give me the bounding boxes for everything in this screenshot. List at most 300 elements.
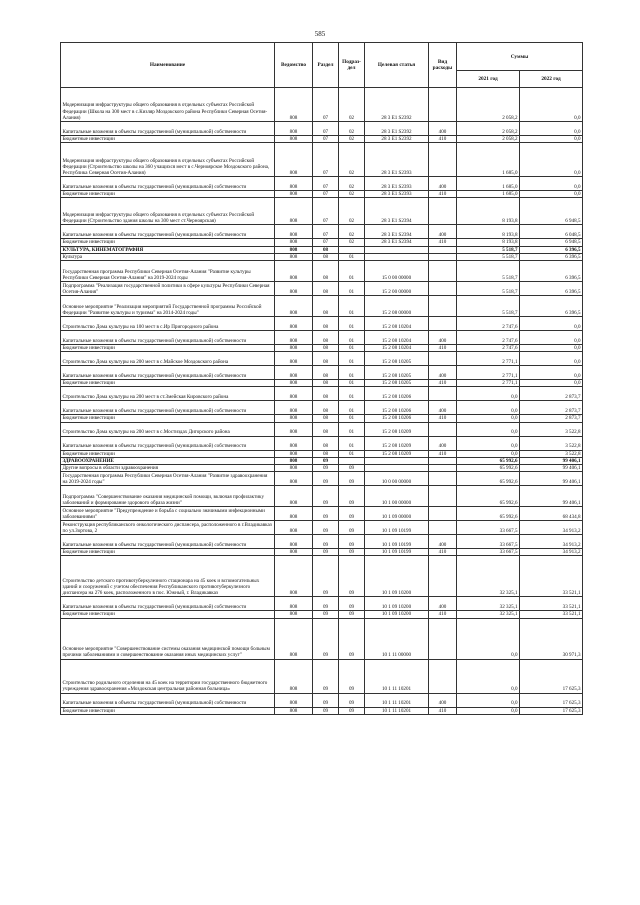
- cell-target: [365, 465, 429, 472]
- header-exptype: Вид расходы: [429, 43, 457, 88]
- cell-2021: 1 685,0: [457, 191, 520, 198]
- cell-target: 15 2 00 00000: [365, 282, 429, 296]
- cell-section: 09: [313, 549, 339, 556]
- cell-target: [365, 457, 429, 464]
- cell-name: Основное мероприятие "Предупреждение и борьба с социально значимыми инфекционными заболеваниями": [61, 507, 275, 521]
- cell-2022: 0,0: [520, 143, 583, 177]
- cell-subsection: 01: [339, 352, 365, 366]
- cell-target: 10 0 00 00000: [365, 472, 429, 486]
- cell-2021: 2 058,2: [457, 122, 520, 136]
- cell-2022: 33 521,1: [520, 597, 583, 611]
- cell-2022: 2 873,7: [520, 387, 583, 401]
- cell-subsection: 01: [339, 345, 365, 352]
- cell-section: 07: [313, 88, 339, 122]
- cell-exptype: [429, 465, 457, 472]
- cell-target: 28 3 E1 S2393: [365, 143, 429, 177]
- cell-dept: 808: [275, 198, 313, 225]
- cell-section: 07: [313, 143, 339, 177]
- cell-dept: 808: [275, 486, 313, 507]
- cell-2022: 3 522,8: [520, 450, 583, 457]
- table-row: [61, 198, 583, 225]
- cell-2021: 0,0: [457, 436, 520, 450]
- cell-target: 15 2 08 10209: [365, 436, 429, 450]
- cell-subsection: 01: [339, 415, 365, 422]
- cell-exptype: [429, 261, 457, 282]
- cell-section: 08: [313, 415, 339, 422]
- cell-exptype: 410: [429, 450, 457, 457]
- cell-target: 10 1 00 00000: [365, 486, 429, 507]
- table-row: [61, 317, 583, 331]
- cell-dept: 808: [275, 331, 313, 345]
- cell-subsection: 09: [339, 707, 365, 714]
- cell-2021: 33 667,5: [457, 535, 520, 549]
- cell-exptype: [429, 198, 457, 225]
- cell-2021: 2 747,6: [457, 317, 520, 331]
- cell-target: 10 1 09 10200: [365, 556, 429, 597]
- table-row: [61, 521, 583, 535]
- cell-target: 28 3 E1 S2393: [365, 191, 429, 198]
- cell-2022: 0,0: [520, 122, 583, 136]
- header-subsection: Подраз- дел: [339, 43, 365, 88]
- cell-2022: 0,0: [520, 352, 583, 366]
- cell-2021: 5 518,7: [457, 261, 520, 282]
- cell-dept: 808: [275, 88, 313, 122]
- cell-dept: 808: [275, 556, 313, 597]
- cell-dept: 808: [275, 282, 313, 296]
- cell-section: 09: [313, 535, 339, 549]
- table-row: [61, 225, 583, 239]
- cell-2022: 6 396,5: [520, 282, 583, 296]
- cell-2021: 2 747,6: [457, 345, 520, 352]
- table-row: [61, 366, 583, 380]
- cell-exptype: 410: [429, 380, 457, 387]
- cell-subsection: 09: [339, 693, 365, 707]
- cell-2022: 68 434,8: [520, 507, 583, 521]
- cell-target: 15 2 08 10206: [365, 387, 429, 401]
- cell-name: Бюджетные инвестиции: [61, 191, 275, 198]
- cell-target: 15 2 08 10204: [365, 345, 429, 352]
- cell-section: 09: [313, 611, 339, 618]
- cell-exptype: 400: [429, 122, 457, 136]
- cell-name: Бюджетные инвестиции: [61, 611, 275, 618]
- cell-subsection: 09: [339, 659, 365, 693]
- table-row: [61, 191, 583, 198]
- table-row: [61, 457, 583, 464]
- cell-2021: 33 667,5: [457, 521, 520, 535]
- table-row: [61, 549, 583, 556]
- cell-name: Государственная программа Республики Северная Осетия-Алания "Развитие здравоохранения на 2019-2024 годы": [61, 472, 275, 486]
- cell-section: 08: [313, 253, 339, 260]
- cell-exptype: [429, 521, 457, 535]
- cell-exptype: [429, 143, 457, 177]
- cell-2022: 6 948,5: [520, 239, 583, 246]
- cell-name: Государственная программа Республики Северная Осетия-Алания "Развитие культуры Республики Северная Осетия-Алания" на 2019-2024 годы: [61, 261, 275, 282]
- cell-exptype: 410: [429, 136, 457, 143]
- cell-section: 08: [313, 261, 339, 282]
- cell-subsection: 01: [339, 317, 365, 331]
- table-row: [61, 436, 583, 450]
- cell-exptype: 400: [429, 401, 457, 415]
- table-row: [61, 136, 583, 143]
- cell-exptype: [429, 253, 457, 260]
- cell-dept: 808: [275, 472, 313, 486]
- cell-subsection: 09: [339, 472, 365, 486]
- cell-2021: 33 667,5: [457, 549, 520, 556]
- cell-dept: 808: [275, 352, 313, 366]
- table-row: [61, 345, 583, 352]
- cell-2021: 0,0: [457, 693, 520, 707]
- table-row: [61, 597, 583, 611]
- cell-dept: 808: [275, 521, 313, 535]
- table-row: [61, 465, 583, 472]
- cell-2021: 32 325,1: [457, 556, 520, 597]
- cell-2022: 0,0: [520, 331, 583, 345]
- cell-exptype: [429, 317, 457, 331]
- cell-dept: 808: [275, 225, 313, 239]
- cell-subsection: 01: [339, 422, 365, 436]
- cell-2021: 0,0: [457, 401, 520, 415]
- cell-name: Культура: [61, 253, 275, 260]
- cell-2022: 34 913,2: [520, 549, 583, 556]
- cell-name: Строительство детского противотуберкулезного стационара на 45 коек и вспомогательных зданий и сооружений с учетом обеспечения Республиканского противотуберкулезного диспансера на 276 коек, расположенного в пос. Южный, г. Владикавказ: [61, 556, 275, 597]
- cell-subsection: 09: [339, 465, 365, 472]
- table-row: [61, 296, 583, 317]
- cell-2022: 17 625,3: [520, 693, 583, 707]
- cell-dept: 808: [275, 659, 313, 693]
- cell-exptype: [429, 618, 457, 659]
- cell-name: Модернизация инфраструктуры общего образования в отдельных субъектах Российской Федерации (Строительство школы на 360 учащихся мест в с.Черноярское Моздокского района, Республика Северная Осетия-Алания): [61, 143, 275, 177]
- cell-subsection: 09: [339, 611, 365, 618]
- cell-2021: 5 518,7: [457, 282, 520, 296]
- cell-subsection: 02: [339, 177, 365, 191]
- cell-dept: 808: [275, 177, 313, 191]
- cell-target: 15 2 08 10205: [365, 366, 429, 380]
- cell-name: Капитальные вложения в объекты государственной (муниципальной) собственности: [61, 436, 275, 450]
- cell-2022: 99 406,1: [520, 457, 583, 464]
- cell-2021: 2 747,6: [457, 331, 520, 345]
- cell-name: Капитальные вложения в объекты государственной (муниципальной) собственности: [61, 401, 275, 415]
- cell-subsection: 09: [339, 597, 365, 611]
- cell-dept: 808: [275, 535, 313, 549]
- cell-dept: 808: [275, 261, 313, 282]
- cell-2021: 8 193,8: [457, 225, 520, 239]
- cell-2021: 2 058,2: [457, 88, 520, 122]
- table-row: [61, 352, 583, 366]
- cell-dept: 808: [275, 611, 313, 618]
- table-row: [61, 177, 583, 191]
- cell-2022: 6 396,5: [520, 261, 583, 282]
- cell-target: 10 1 11 10201: [365, 693, 429, 707]
- cell-section: 09: [313, 521, 339, 535]
- cell-dept: 808: [275, 597, 313, 611]
- cell-2022: 0,0: [520, 366, 583, 380]
- cell-subsection: 09: [339, 618, 365, 659]
- cell-2022: 17 625,3: [520, 659, 583, 693]
- cell-subsection: 09: [339, 486, 365, 507]
- cell-2021: 5 518,7: [457, 253, 520, 260]
- table-row: [61, 331, 583, 345]
- cell-dept: 808: [275, 246, 313, 253]
- cell-section: 09: [313, 597, 339, 611]
- table-row: [61, 618, 583, 659]
- cell-name: Бюджетные инвестиции: [61, 345, 275, 352]
- table-row: [61, 707, 583, 714]
- cell-section: 07: [313, 136, 339, 143]
- cell-dept: 808: [275, 143, 313, 177]
- cell-name: Основное мероприятие "Совершенствование системы оказания медицинской помощи больным прочими заболеваниями и совершенствование оказания иных медицинских услуг": [61, 618, 275, 659]
- cell-2021: 1 685,0: [457, 143, 520, 177]
- cell-dept: 808: [275, 693, 313, 707]
- cell-exptype: [429, 352, 457, 366]
- cell-subsection: 09: [339, 507, 365, 521]
- cell-2021: 0,0: [457, 415, 520, 422]
- cell-target: 10 1 11 00000: [365, 618, 429, 659]
- cell-2022: 3 522,8: [520, 422, 583, 436]
- cell-target: 10 1 09 10200: [365, 611, 429, 618]
- cell-target: 28 3 E1 S2392: [365, 88, 429, 122]
- cell-exptype: [429, 246, 457, 253]
- cell-name: Подпрограмма "Совершенствование оказания медицинской помощи, включая профилактику заболеваний и формирование здорового образа жизни": [61, 486, 275, 507]
- cell-name: Подпрограмма "Реализация государственной политики в сфере культуры Республики Северная Осетия-Алания": [61, 282, 275, 296]
- cell-target: 15 2 08 10209: [365, 450, 429, 457]
- cell-name: ЗДРАВООХРАНЕНИЕ: [61, 457, 275, 464]
- cell-2022: 30 971,3: [520, 618, 583, 659]
- cell-2021: 65 992,6: [457, 507, 520, 521]
- cell-section: 09: [313, 507, 339, 521]
- cell-2021: 65 992,6: [457, 472, 520, 486]
- cell-section: 08: [313, 450, 339, 457]
- cell-2022: 0,0: [520, 177, 583, 191]
- cell-name: Строительство Дома культуры на 200 мест в с.Мостиздах Дигорского района: [61, 422, 275, 436]
- cell-subsection: 01: [339, 380, 365, 387]
- cell-target: [365, 246, 429, 253]
- cell-section: 07: [313, 191, 339, 198]
- cell-target: 28 3 E1 S2394: [365, 225, 429, 239]
- cell-2022: 17 625,3: [520, 707, 583, 714]
- cell-target: 15 2 08 10206: [365, 401, 429, 415]
- cell-exptype: 400: [429, 693, 457, 707]
- cell-exptype: [429, 387, 457, 401]
- cell-exptype: 400: [429, 225, 457, 239]
- cell-dept: 808: [275, 415, 313, 422]
- cell-name: Капитальные вложения в объекты государственной (муниципальной) собственности: [61, 331, 275, 345]
- cell-section: 08: [313, 345, 339, 352]
- cell-section: 08: [313, 436, 339, 450]
- table-row: [61, 261, 583, 282]
- cell-section: 07: [313, 177, 339, 191]
- cell-dept: 808: [275, 507, 313, 521]
- cell-name: Бюджетные инвестиции: [61, 450, 275, 457]
- cell-2021: 32 325,1: [457, 611, 520, 618]
- cell-2022: 0,0: [520, 380, 583, 387]
- cell-name: Строительство родильного отделения на 45 коек на территории государственного бюджетного учреждения здравоохранения «Моздокская центральная районная больница»: [61, 659, 275, 693]
- cell-section: 07: [313, 198, 339, 225]
- cell-2021: 2 771,1: [457, 366, 520, 380]
- cell-target: 15 2 08 10209: [365, 422, 429, 436]
- cell-exptype: [429, 472, 457, 486]
- cell-2021: 1 685,0: [457, 177, 520, 191]
- cell-exptype: 410: [429, 707, 457, 714]
- cell-target: 15 2 08 10205: [365, 380, 429, 387]
- cell-subsection: 02: [339, 191, 365, 198]
- table-row: [61, 507, 583, 521]
- table-row: [61, 556, 583, 597]
- cell-2022: 33 521,1: [520, 556, 583, 597]
- cell-exptype: [429, 507, 457, 521]
- cell-2022: 6 396,5: [520, 246, 583, 253]
- cell-2022: 0,0: [520, 88, 583, 122]
- cell-subsection: 02: [339, 136, 365, 143]
- cell-exptype: [429, 88, 457, 122]
- cell-target: 15 2 08 10204: [365, 331, 429, 345]
- header-section: Раздел: [313, 43, 339, 88]
- cell-dept: 808: [275, 253, 313, 260]
- cell-dept: 808: [275, 401, 313, 415]
- table-row: [61, 486, 583, 507]
- cell-2022: 6 396,5: [520, 296, 583, 317]
- cell-dept: 808: [275, 345, 313, 352]
- cell-subsection: 09: [339, 549, 365, 556]
- cell-name: КУЛЬТУРА, КИНЕМАТОГРАФИЯ: [61, 246, 275, 253]
- cell-2021: 0,0: [457, 618, 520, 659]
- cell-name: Бюджетные инвестиции: [61, 549, 275, 556]
- cell-2022: 0,0: [520, 136, 583, 143]
- cell-exptype: 400: [429, 366, 457, 380]
- cell-2021: 65 992,6: [457, 457, 520, 464]
- cell-target: 10 1 11 10201: [365, 659, 429, 693]
- cell-target: 15 0 00 00000: [365, 261, 429, 282]
- cell-target: 10 1 09 10199: [365, 535, 429, 549]
- table-row: [61, 422, 583, 436]
- cell-2022: 99 406,1: [520, 465, 583, 472]
- cell-section: 08: [313, 317, 339, 331]
- header-2021: 2021 год: [457, 71, 520, 88]
- cell-target: 28 3 E1 S2392: [365, 122, 429, 136]
- cell-exptype: 400: [429, 597, 457, 611]
- cell-target: 15 2 08 10204: [365, 317, 429, 331]
- cell-exptype: [429, 296, 457, 317]
- cell-dept: 808: [275, 707, 313, 714]
- table-body: [61, 88, 583, 715]
- cell-section: 08: [313, 366, 339, 380]
- cell-2022: 6 048,5: [520, 225, 583, 239]
- cell-dept: 808: [275, 618, 313, 659]
- cell-exptype: 410: [429, 191, 457, 198]
- cell-exptype: [429, 422, 457, 436]
- cell-name: Реконструкция республиканского онкологического диспансера, расположенного в г.Владикавказ по ул.Зортова, 2: [61, 521, 275, 535]
- cell-section: 09: [313, 457, 339, 464]
- cell-name: Модернизация инфраструктуры общего образования в отдельных субъектах Российской Федерации (Строительство здания школы на 300 мест ст.Черноярская): [61, 198, 275, 225]
- cell-section: 08: [313, 331, 339, 345]
- cell-name: Капитальные вложения в объекты государственной (муниципальной) собственности: [61, 366, 275, 380]
- cell-section: 07: [313, 122, 339, 136]
- cell-dept: 808: [275, 387, 313, 401]
- cell-target: 28 3 E1 S2394: [365, 239, 429, 246]
- cell-section: 08: [313, 380, 339, 387]
- table-row: [61, 122, 583, 136]
- cell-name: Капитальные вложения в объекты государственной (муниципальной) собственности: [61, 225, 275, 239]
- cell-dept: 808: [275, 549, 313, 556]
- cell-exptype: 400: [429, 436, 457, 450]
- cell-section: 08: [313, 282, 339, 296]
- cell-2022: 2 873,7: [520, 415, 583, 422]
- cell-2021: 32 325,1: [457, 597, 520, 611]
- cell-subsection: 01: [339, 253, 365, 260]
- cell-target: 10 1 09 00000: [365, 507, 429, 521]
- cell-section: 07: [313, 239, 339, 246]
- cell-2022: 0,0: [520, 345, 583, 352]
- table-row: [61, 239, 583, 246]
- cell-exptype: 410: [429, 549, 457, 556]
- table-row: [61, 88, 583, 122]
- cell-subsection: 09: [339, 556, 365, 597]
- cell-2021: 65 992,6: [457, 486, 520, 507]
- cell-exptype: [429, 486, 457, 507]
- cell-name: Капитальные вложения в объекты государственной (муниципальной) собственности: [61, 597, 275, 611]
- cell-2021: 5 518,7: [457, 296, 520, 317]
- cell-target: 15 2 08 10205: [365, 352, 429, 366]
- cell-dept: 808: [275, 317, 313, 331]
- cell-subsection: 01: [339, 296, 365, 317]
- header-2022: 2022 год: [520, 71, 583, 88]
- cell-target: 28 3 E1 S2392: [365, 136, 429, 143]
- cell-2022: 6 396,5: [520, 253, 583, 260]
- cell-2022: 0,0: [520, 317, 583, 331]
- cell-target: 10 1 11 10201: [365, 707, 429, 714]
- cell-2021: 5 518,7: [457, 246, 520, 253]
- cell-exptype: 410: [429, 611, 457, 618]
- cell-2022: 2 873,7: [520, 401, 583, 415]
- cell-subsection: 01: [339, 387, 365, 401]
- table-row: [61, 401, 583, 415]
- cell-exptype: 410: [429, 415, 457, 422]
- table-row: [61, 659, 583, 693]
- cell-dept: 808: [275, 465, 313, 472]
- cell-subsection: [339, 457, 365, 464]
- cell-target: 10 1 09 10199: [365, 521, 429, 535]
- cell-2021: 0,0: [457, 450, 520, 457]
- cell-name: Другие вопросы в области здравоохранения: [61, 465, 275, 472]
- cell-exptype: [429, 282, 457, 296]
- table-row: [61, 415, 583, 422]
- cell-section: 08: [313, 401, 339, 415]
- cell-target: 15 2 08 10206: [365, 415, 429, 422]
- cell-2022: 6 948,5: [520, 198, 583, 225]
- cell-name: Бюджетные инвестиции: [61, 239, 275, 246]
- cell-section: 07: [313, 225, 339, 239]
- table-row: [61, 380, 583, 387]
- cell-2022: 99 406,1: [520, 472, 583, 486]
- cell-2021: 0,0: [457, 707, 520, 714]
- cell-name: Капитальные вложения в объекты государственной (муниципальной) собственности: [61, 122, 275, 136]
- cell-subsection: 02: [339, 143, 365, 177]
- cell-2022: 34 913,2: [520, 535, 583, 549]
- header-dept: Ведомство: [275, 43, 313, 88]
- cell-dept: 808: [275, 136, 313, 143]
- cell-subsection: 09: [339, 535, 365, 549]
- cell-name: Строительство Дома культуры на 100 мест в с.Ир Пригородного района: [61, 317, 275, 331]
- cell-name: Бюджетные инвестиции: [61, 707, 275, 714]
- cell-dept: 808: [275, 450, 313, 457]
- cell-section: 08: [313, 352, 339, 366]
- cell-target: 28 3 E1 S2393: [365, 177, 429, 191]
- cell-2021: 2 771,1: [457, 380, 520, 387]
- table-row: [61, 246, 583, 253]
- cell-dept: 808: [275, 422, 313, 436]
- cell-dept: 808: [275, 457, 313, 464]
- table-header: [61, 43, 583, 88]
- cell-subsection: 02: [339, 88, 365, 122]
